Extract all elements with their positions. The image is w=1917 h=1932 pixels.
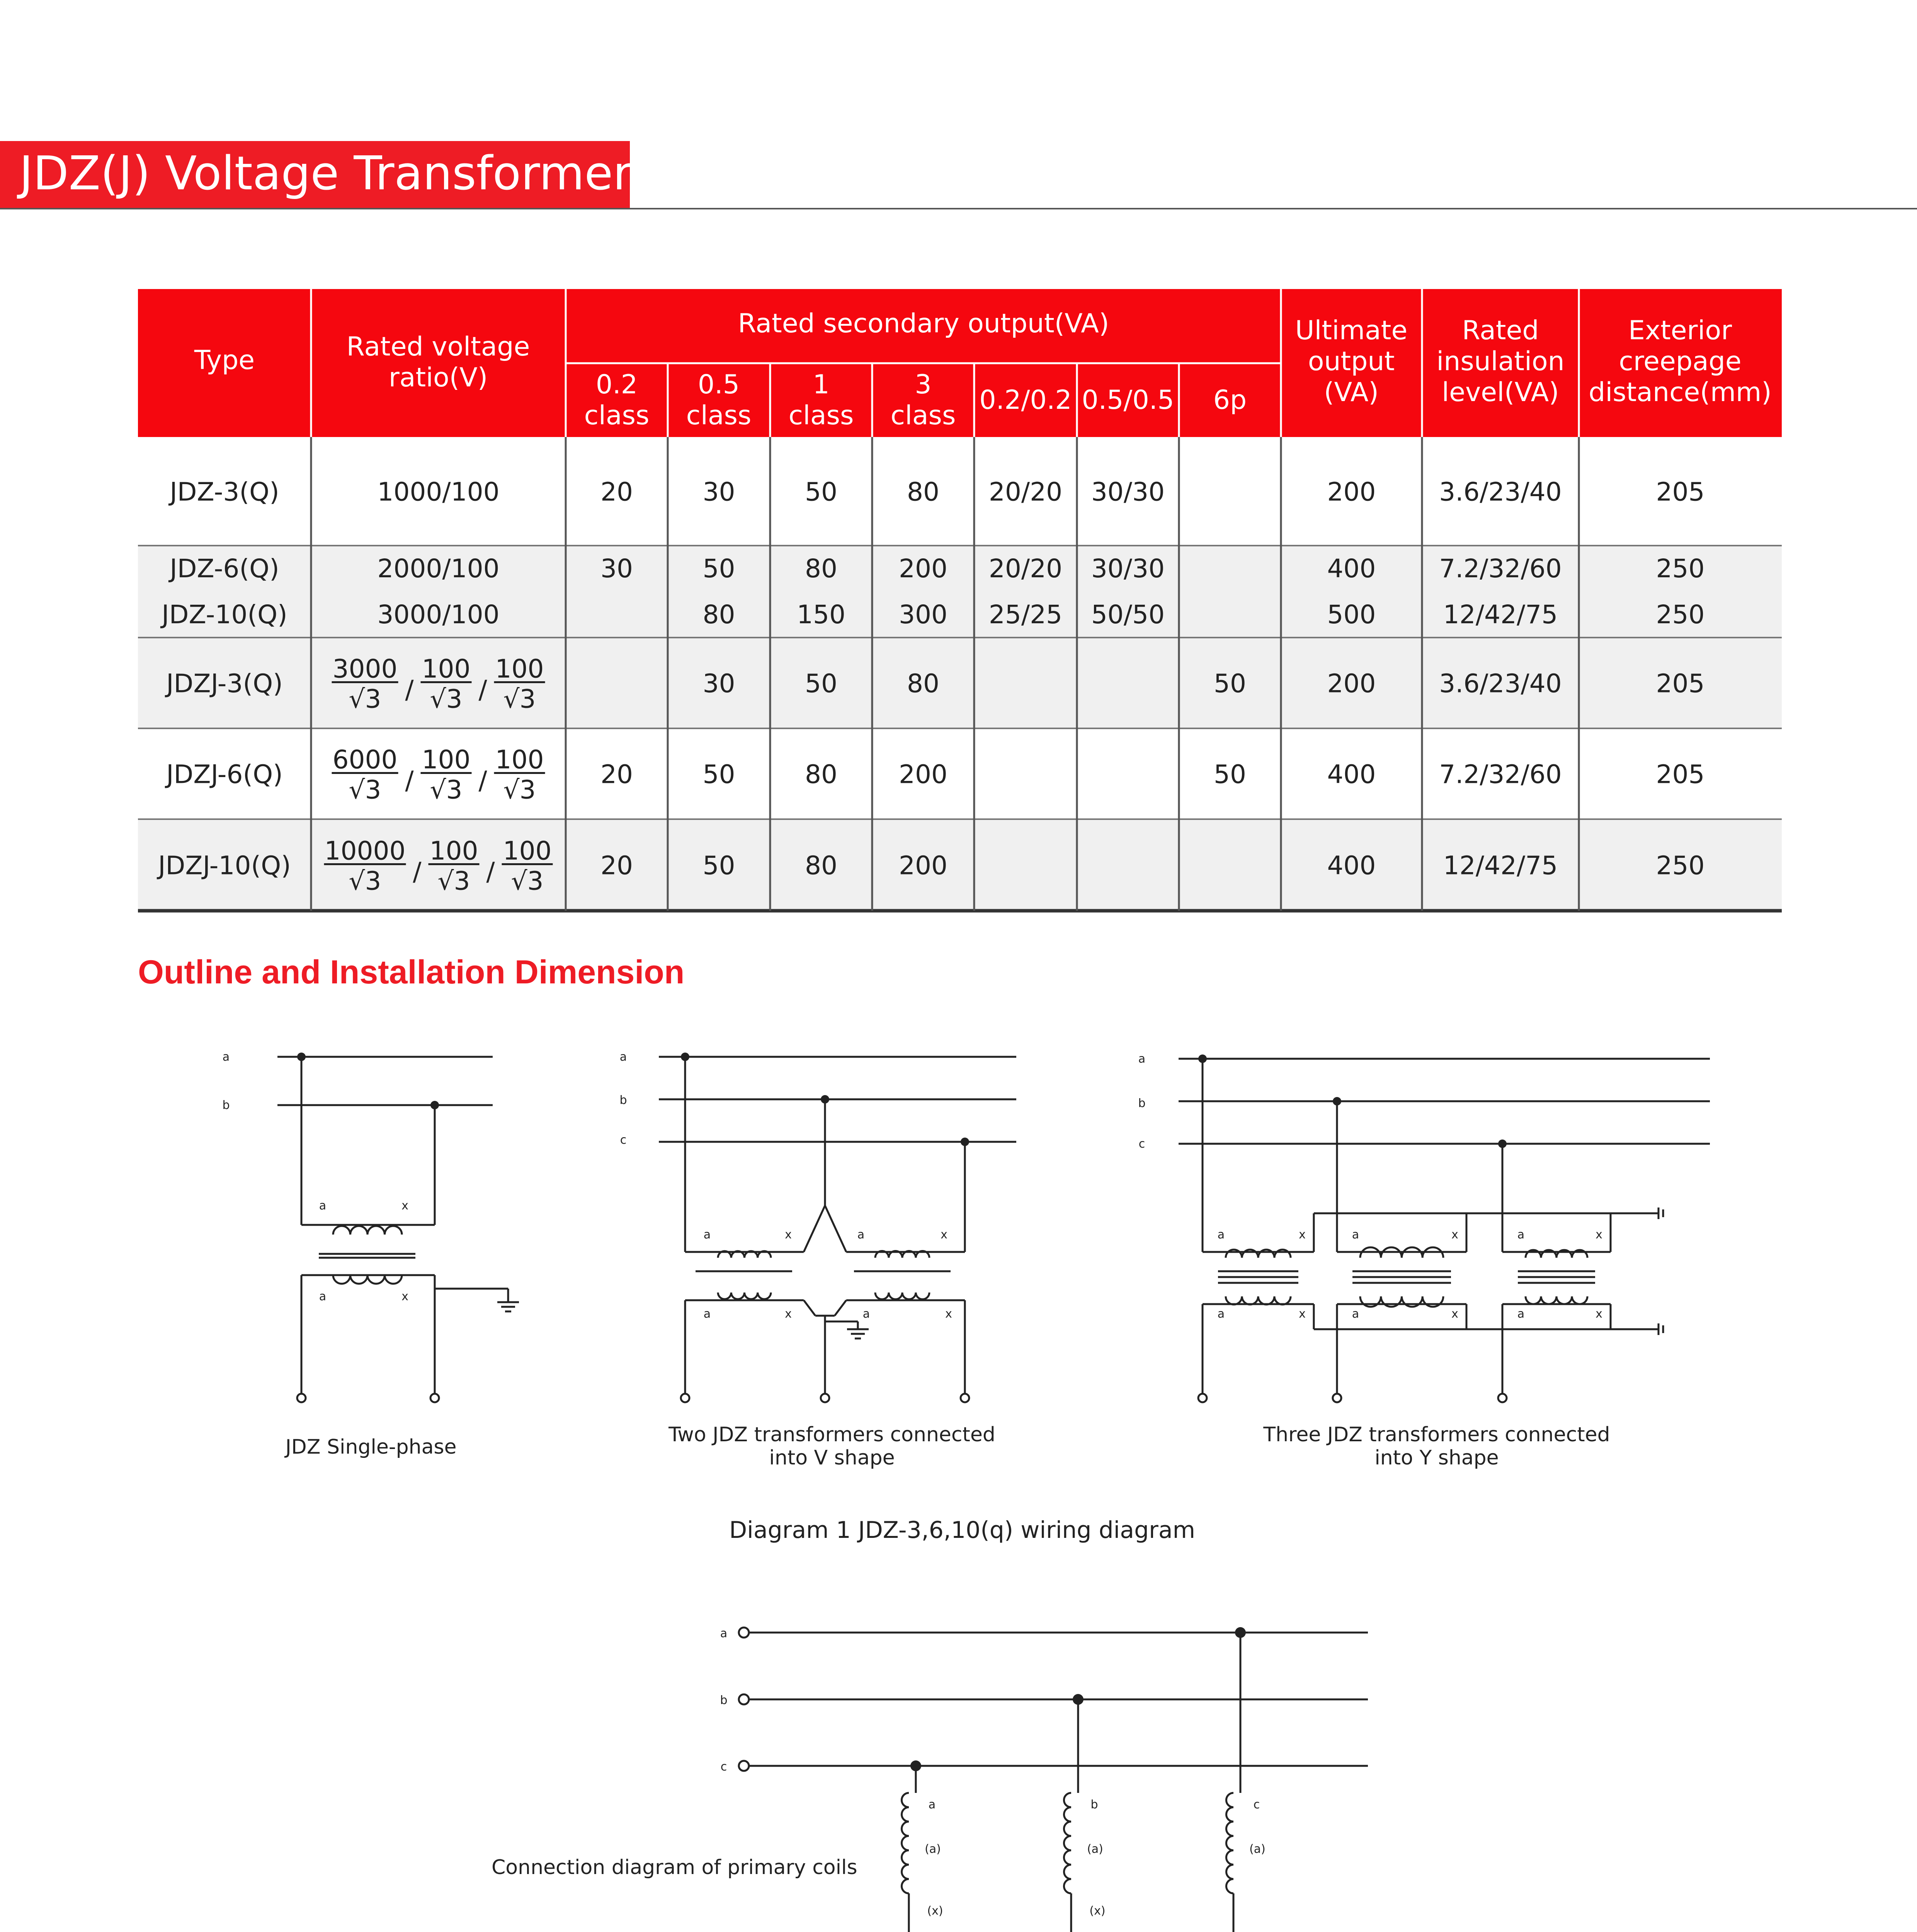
- secondary-coil: [875, 1293, 929, 1299]
- cell-c1: 80: [805, 759, 837, 789]
- cell-type: JDZ-6(Q): [170, 554, 279, 583]
- terminal: [1198, 1394, 1207, 1402]
- cell-ult: 500: [1327, 600, 1376, 629]
- cell-ins: 7.2/32/60: [1439, 759, 1562, 789]
- coil-label: x: [785, 1307, 792, 1321]
- cell-ult: 400: [1327, 850, 1376, 881]
- lead: [835, 1300, 846, 1316]
- coil-label: a: [862, 1307, 870, 1321]
- cell-c0202: 20/20: [988, 477, 1063, 507]
- ratio-slash: /: [478, 765, 487, 796]
- cell-type: JDZ-3(Q): [170, 477, 279, 507]
- primary-coil: [1064, 1793, 1071, 1893]
- coil-label: a: [703, 1228, 711, 1242]
- caption-single: JDZ Single-phase: [285, 1435, 457, 1459]
- cell-c3: 200: [899, 850, 947, 881]
- cell-c05: 80: [703, 600, 735, 629]
- coil-label: x: [1299, 1228, 1306, 1242]
- cell-c02: 20: [600, 477, 633, 507]
- lead: [825, 1206, 846, 1252]
- paren-x: (x): [927, 1904, 943, 1918]
- terminal: [961, 1394, 969, 1402]
- bus-terminal: [739, 1628, 749, 1638]
- lead: [804, 1300, 815, 1316]
- cell-ult: 200: [1327, 477, 1376, 507]
- ratio-numerator: 100: [503, 836, 552, 866]
- caption-y-line2: into Y shape: [1374, 1446, 1499, 1469]
- cell-c1: 50: [805, 668, 837, 699]
- phase-label: c: [1253, 1798, 1260, 1811]
- cell-c1: 150: [797, 600, 845, 629]
- ratio-slash: /: [405, 765, 414, 796]
- secondary-coil: [1360, 1296, 1443, 1307]
- ratio-numerator: 100: [429, 836, 478, 866]
- secondary-coil: [718, 1293, 771, 1299]
- header-sub-3-line2: class: [890, 400, 956, 431]
- bus-label-a: a: [222, 1050, 230, 1064]
- ratio-numerator: 100: [495, 745, 544, 775]
- cell-crp: 205: [1656, 477, 1705, 507]
- header-type: Type: [194, 345, 255, 376]
- coil-label: a: [1217, 1228, 1225, 1242]
- cell-c1: 80: [805, 554, 837, 583]
- coil-label: x: [1451, 1228, 1458, 1242]
- coil-label-x: x: [401, 1199, 408, 1213]
- header-sub-3-line1: 3: [915, 369, 932, 400]
- cell-ins: 12/42/75: [1443, 850, 1558, 881]
- header-sub-1-line1: 0.5: [697, 369, 740, 400]
- phase-label: a: [928, 1798, 936, 1811]
- coil-label: x: [1596, 1307, 1602, 1321]
- ratio-numerator: 10000: [324, 836, 406, 866]
- bus-label-c: c: [620, 1133, 627, 1147]
- lead: [804, 1206, 825, 1252]
- coil-label: a: [1352, 1228, 1359, 1242]
- phase-label: b: [1090, 1798, 1098, 1811]
- spec-table: [138, 289, 1782, 911]
- cell-type: JDZJ-10(Q): [158, 850, 291, 881]
- ratio-slash: /: [478, 675, 487, 705]
- ratio-denominator: √3: [349, 684, 381, 714]
- terminal: [821, 1394, 829, 1402]
- bus-label-c: c: [1138, 1137, 1145, 1151]
- primary-coil: [1226, 1793, 1233, 1893]
- ratio-fraction-group: [332, 745, 545, 805]
- cell-ins: 12/42/75: [1443, 600, 1558, 629]
- ratio-numerator: 100: [422, 745, 471, 775]
- cell-ratio: 1000/100: [377, 477, 500, 507]
- cell-type: JDZJ-3(Q): [166, 668, 283, 699]
- cell-ult: 400: [1327, 759, 1376, 789]
- cell-c3: 300: [899, 600, 947, 629]
- cell-ult: 400: [1327, 554, 1376, 583]
- terminal: [681, 1394, 689, 1402]
- header-sub-0-line1: 0.2: [595, 369, 638, 400]
- cell-c05: 30: [703, 477, 735, 507]
- coil-label-a: a: [319, 1199, 327, 1213]
- header-insulation-line2: insulation: [1436, 346, 1565, 377]
- cell-crp: 250: [1656, 554, 1705, 583]
- header-creepage-line1: Exterior: [1628, 315, 1732, 346]
- ratio-denominator: √3: [349, 775, 381, 805]
- header-creepage-line3: distance(mm): [1589, 377, 1772, 408]
- cell-c6p: 50: [1214, 759, 1246, 789]
- ratio-denominator: √3: [430, 684, 463, 714]
- secondary-coil: [333, 1275, 402, 1284]
- paren-a: (a): [1249, 1842, 1266, 1856]
- bus-label-b: b: [222, 1099, 230, 1112]
- cell-c3: 80: [907, 668, 939, 699]
- header-sub-1-line2: class: [686, 400, 752, 431]
- caption-y-line1: Three JDZ transformers connected: [1263, 1423, 1610, 1446]
- ratio-denominator: √3: [349, 866, 381, 896]
- cell-c0202: 20/20: [988, 554, 1063, 583]
- cell-c05: 30: [703, 668, 735, 699]
- title-banner: [0, 141, 1917, 209]
- coil-label: a: [1517, 1228, 1525, 1242]
- coil-label: x: [1451, 1307, 1458, 1321]
- ratio-denominator: √3: [430, 775, 463, 805]
- cell-c6p: 50: [1214, 668, 1246, 699]
- bus-terminal: [739, 1761, 749, 1771]
- secondary-coil: [1526, 1296, 1587, 1304]
- coil-label: a: [1352, 1307, 1359, 1321]
- coil-label-a: a: [319, 1290, 327, 1303]
- header-sub-2-line1: 1: [813, 369, 830, 400]
- header-sub-6: 6p: [1213, 385, 1247, 415]
- cell-c05: 50: [703, 850, 735, 881]
- header-ratio-line1: Rated voltage: [346, 332, 530, 362]
- coil-label: x: [1596, 1228, 1602, 1242]
- cell-type: JDZ-10(Q): [162, 600, 287, 629]
- cell-ult: 200: [1327, 668, 1376, 699]
- bus-label-b: b: [619, 1094, 627, 1107]
- cell-c0505: 30/30: [1091, 554, 1165, 583]
- header-secondary-output: Rated secondary output(VA): [738, 308, 1109, 339]
- cell-c3: 200: [899, 554, 947, 583]
- cell-c02: 20: [600, 850, 633, 881]
- cell-c1: 80: [805, 850, 837, 881]
- coil-label: a: [1517, 1307, 1525, 1321]
- cell-c1: 50: [805, 477, 837, 507]
- page-title: JDZ(J) Voltage Transformer: [19, 147, 632, 201]
- primary-coil: [1226, 1250, 1291, 1258]
- cell-c0505: 30/30: [1091, 477, 1165, 507]
- primary-coil: [333, 1226, 402, 1235]
- bus-label-a: a: [1138, 1052, 1146, 1066]
- coil-label: x: [945, 1307, 952, 1321]
- ratio-denominator: √3: [437, 866, 470, 896]
- ratio-numerator: 3000: [332, 654, 398, 684]
- cell-c05: 50: [703, 554, 735, 583]
- bus-terminal: [739, 1694, 749, 1704]
- cell-ins: 7.2/32/60: [1439, 554, 1562, 583]
- ratio-denominator: √3: [503, 684, 536, 714]
- header-insulation-line3: level(VA): [1442, 377, 1559, 408]
- cell-c05: 50: [703, 759, 735, 789]
- header-ultimate-line3: (VA): [1324, 377, 1379, 408]
- header-sub-0-line2: class: [584, 400, 650, 431]
- coil-label: x: [785, 1228, 792, 1242]
- header-insulation-line1: Rated: [1462, 315, 1539, 346]
- cell-c02: 30: [600, 554, 633, 583]
- cell-c3: 200: [899, 759, 947, 789]
- cell-type: JDZJ-6(Q): [166, 759, 283, 789]
- ratio-denominator: √3: [503, 775, 536, 805]
- coil-label: x: [941, 1228, 947, 1242]
- bus-label: b: [720, 1694, 728, 1707]
- header-creepage-line2: creepage: [1619, 346, 1742, 377]
- header-sub-4: 0.2/0.2: [979, 385, 1072, 415]
- ratio-fraction-group: [324, 836, 553, 896]
- terminal: [1333, 1394, 1341, 1402]
- coil-label: a: [703, 1307, 711, 1321]
- cell-crp: 205: [1656, 668, 1705, 699]
- cell-ins: 3.6/23/40: [1439, 668, 1562, 699]
- paren-x: (x): [1089, 1904, 1106, 1918]
- wiring-diagram-2: [492, 1627, 1368, 1932]
- header-ultimate-line1: Ultimate: [1295, 315, 1408, 346]
- coil-label: a: [1217, 1307, 1225, 1321]
- ratio-slash: /: [413, 857, 422, 887]
- ratio-numerator: 100: [422, 654, 471, 684]
- header-ultimate-line2: output: [1308, 346, 1395, 377]
- paren-a: (a): [1087, 1842, 1103, 1856]
- header-ratio-line2: ratio(V): [388, 362, 488, 393]
- cell-crp: 250: [1656, 850, 1705, 881]
- diagram1-caption: Diagram 1 JDZ-3,6,10(q) wiring diagram: [729, 1517, 1196, 1544]
- bus-label-a: a: [619, 1050, 627, 1064]
- cell-ratio: 2000/100: [377, 554, 500, 583]
- ratio-slash: /: [486, 857, 495, 887]
- bus-label-b: b: [1138, 1097, 1146, 1110]
- ratio-numerator: 100: [495, 654, 544, 684]
- terminal: [297, 1394, 306, 1402]
- cell-ratio: 3000/100: [377, 600, 500, 629]
- paren-a: (a): [925, 1842, 941, 1856]
- coil-label: x: [1299, 1307, 1306, 1321]
- wiring-diagram-1: [222, 1050, 1710, 1544]
- cell-c0202: 25/25: [988, 600, 1063, 629]
- ratio-numerator: 6000: [332, 745, 398, 775]
- caption-v-line1: Two JDZ transformers connected: [668, 1423, 995, 1446]
- terminal: [1498, 1394, 1507, 1402]
- bus-label: c: [720, 1760, 727, 1774]
- cell-crp: 250: [1656, 600, 1705, 629]
- cell-c02: 20: [600, 759, 633, 789]
- coil-label: a: [857, 1228, 865, 1242]
- cell-c0505: 50/50: [1091, 600, 1165, 629]
- ratio-slash: /: [405, 675, 414, 705]
- cell-c3: 80: [907, 477, 939, 507]
- terminal: [430, 1394, 439, 1402]
- bus-label: a: [720, 1627, 728, 1640]
- cell-crp: 205: [1656, 759, 1705, 789]
- ratio-denominator: √3: [511, 866, 544, 896]
- coil-label-x: x: [401, 1290, 408, 1303]
- caption-v-line2: into V shape: [769, 1446, 895, 1469]
- header-sub-2-line2: class: [788, 400, 854, 431]
- cell-ins: 3.6/23/40: [1439, 477, 1562, 507]
- ratio-fraction-group: [332, 654, 545, 714]
- primary-label: Connection diagram of primary coils: [492, 1856, 857, 1879]
- primary-coil: [902, 1793, 909, 1893]
- section-title: Outline and Installation Dimension: [138, 954, 685, 991]
- header-sub-5: 0.5/0.5: [1082, 385, 1174, 415]
